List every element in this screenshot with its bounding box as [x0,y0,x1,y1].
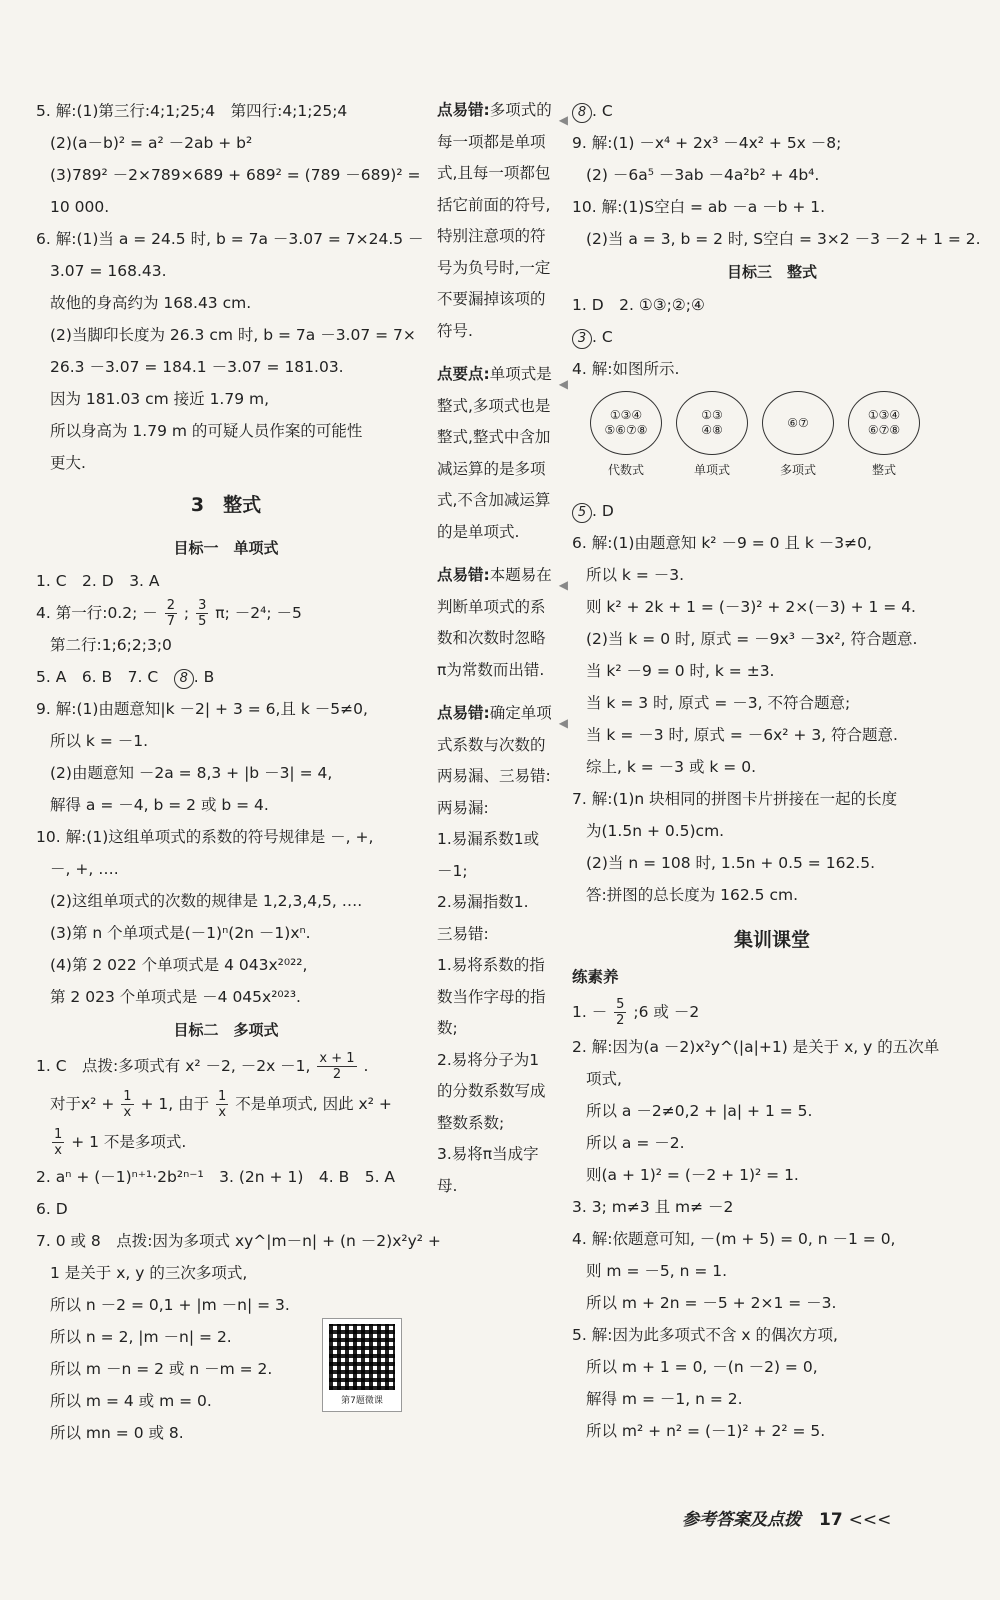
practice-1 [572,993,972,1031]
practice-2-line1: 2. 解:因为(a －2)x²y^(|a|+1) 是关于 x, y 的五次单 [572,1038,940,1056]
goal2-line5: 6. D [36,1200,68,1218]
tip-lead: 点易错: [437,704,490,722]
group-top: ①③④ [867,408,901,422]
tip-line: 三易错: [437,924,489,943]
tip-box [437,698,568,1202]
answer-6-line4: (2)当脚印长度为 26.3 cm 时, b = 7a －3.07 = 7× [50,326,416,344]
qr-code[interactable] [322,1318,402,1412]
goal-1-heading: 目标一 单项式 [173,539,279,557]
group-polynomial [762,391,834,478]
tip-line: 2.易将分子为1的分数系数写成整数系数; [437,1050,546,1132]
arrow-left-icon: ◀ [558,113,568,127]
tip-body: 本题易在判断单项式的系数和次数时忽略π为常数而出错. [437,566,552,679]
group-integral [848,391,920,478]
goal1-line2-post: π; －2⁴; －5 [215,604,302,622]
answer-column-right [572,95,981,1447]
chevron-left-icon: <<< [848,1510,892,1530]
qr-code-pattern [329,1324,395,1390]
tip-line: 1.易漏系数1或－1; [437,830,540,880]
goal2-q7-line7: 所以 mn = 0 或 8. [50,1424,184,1442]
practice-2-line2: 项式, [586,1070,622,1088]
tip-lead: 点易错: [437,101,490,119]
goal1-q10-line1: 10. 解:(1)这组单项式的系数的符号规律是 －, +, [36,828,374,846]
group-monomial [676,391,748,478]
answer-9-line1: 9. 解:(1) －x⁴ + 2x³ －4x² + 5x －8; [572,134,842,152]
group-bottom: ④⑧ [701,423,723,437]
tip-line: 两易漏: [437,798,489,817]
group-oval [762,391,834,455]
practice-2-line5: 则(a + 1)² = (－2 + 1)² = 1. [586,1166,799,1184]
practice-5-line2: 所以 m + 1 = 0, －(n －2) = 0, [586,1358,818,1376]
practice-5-line3: 解得 m = －1, n = 2. [586,1390,743,1408]
answer-8-post: . C [592,102,613,120]
goal2-line1-post: . [363,1057,369,1075]
numerator: 1 [218,1089,227,1104]
answer-6-line6: 当 k = 3 时, 原式 = －3, 不符合题意; [586,694,851,712]
circled-number: 5 [572,503,592,523]
denominator: 2 [332,1067,342,1082]
answer-9-line2: (2) －6a⁵ －3ab －4a²b² + 4b⁴. [586,166,820,184]
goal2-line3-post: + 1 不是多项式. [71,1133,187,1151]
group-top: ⑥⑦ [787,415,809,430]
answer-6-line8: 综上, k = －3 或 k = 0. [586,758,756,776]
answer-6-line5: 26.3 －3.07 = 184.1 －3.07 = 181.03. [50,358,344,376]
tip-line: 3.易将π当成字母. [437,1145,539,1195]
tip-line: 2.易漏指数1. [437,893,529,911]
answer-6-line8: 更大. [50,454,86,472]
goal1-q10-line5: (4)第 2 022 个单项式是 4 043x²⁰²², [50,956,308,974]
page-number: 17 [819,1510,843,1530]
goal1-line2-pre: 4. 第一行:0.2; － [36,604,158,622]
numerator: 1 [54,1127,63,1142]
tip-box [437,95,568,347]
practice-2-line4: 所以 a = －2. [586,1134,685,1152]
goal1-q9-line2: 所以 k = －1. [50,732,149,750]
tip-body: 多项式的每一项都是单项式,且每一项都包括它前面的符号,特别注意项的符号为负号时,一定不要漏掉该项的符号. [437,101,552,340]
goal1-q10-line4: (3)第 n 个单项式是(－1)ⁿ(2n －1)xⁿ. [50,924,311,942]
tip-line: 1.易将系数的指数当作字母的指数; [437,956,546,1037]
goal2-line1-pre: 1. C 点拨:多项式有 x² －2, －2x －1, [36,1057,311,1075]
denominator: x [218,1105,227,1120]
answer-column-left [36,95,441,1449]
practice-subheading: 练素养 [572,968,619,986]
tip-body: 单项式是整式,多项式也是整式,整式中含加减运算的是多项式,不含加减运算的是单项式. [437,365,552,541]
fraction [614,997,626,1028]
goal1-q10-line6: 第 2 023 个单项式是 －4 045x²⁰²³. [50,988,301,1006]
goal2-q7-line5: 所以 m －n = 2 或 n －m = 2. [50,1360,273,1378]
goal1-q9-line1: 9. 解:(1)由题意知|k －2| + 3 = 6,且 k －5≠0, [36,700,368,718]
numerator: 1 [123,1089,132,1104]
denominator: x [123,1105,132,1120]
group-label: 代数式 [607,463,644,477]
footer-title: 参考答案及点拨 [682,1510,801,1530]
answer-5-line4: 10 000. [50,198,110,216]
group-top: ①③④ [609,408,643,422]
goal2-q7-line1: 7. 0 或 8 点拨:因为多项式 xy^|m－n| + (n －2)x²y² + [36,1232,441,1250]
group-bottom: ⑥⑦⑧ [867,423,901,437]
tip-box [437,359,568,548]
fraction [317,1051,356,1082]
qr-label: 第7题微课 [341,1396,383,1406]
fraction [196,598,208,629]
group-label: 整式 [871,463,896,477]
answer-6-line5: 当 k² －9 = 0 时, k = ±3. [586,662,775,680]
goal3-line1: 1. D 2. ①③;②;④ [572,296,705,314]
arrow-left-icon: ◀ [558,716,568,730]
circled-number: 3 [572,329,592,349]
answer-6-line2: 3.07 = 168.43. [50,262,167,280]
tip-lead: 点易错: [437,566,490,584]
goal-3-heading: 目标三 整式 [726,263,817,281]
answer-7-line4: 答:拼图的总长度为 162.5 cm. [586,886,798,904]
group-bottom: ⑤⑥⑦⑧ [604,423,648,437]
group-top: ①③ [701,408,723,422]
group-oval [676,391,748,455]
practice-1-pre: 1. － [572,1003,608,1021]
answer-6-line3: 则 k² + 2k + 1 = (－3)² + 2×(－3) + 1 = 4. [586,598,916,616]
practice-4-line2: 则 m = －5, n = 1. [586,1262,728,1280]
goal3-line2 [572,321,972,353]
numerator: 5 [616,997,625,1012]
answer-7-line2: 为(1.5n + 0.5)cm. [586,822,725,840]
goal3-line4-post: . D [592,502,614,520]
goal1-line3: 第二行:1;6;2;3;0 [50,636,172,654]
numerator: 2 [166,598,175,613]
goal1-q9-line3: (2)由题意知 －2a = 8,3 + |b －3| = 4, [50,764,333,782]
goal2-q7-line2: 1 是关于 x, y 的三次多项式, [50,1264,248,1282]
answer-6-line3: 故他的身高约为 168.43 cm. [50,294,252,312]
denominator: 5 [198,614,207,629]
practice-5-line4: 所以 m² + n² = (－1)² + 2² = 5. [586,1422,826,1440]
answer-6-line6: 因为 181.03 cm 接近 1.79 m, [50,390,270,408]
practice-1-post: ;6 或 －2 [633,1003,700,1021]
tip-lead: 点要点: [437,365,490,383]
answer-10-line1: 10. 解:(1)S空白 = ab －a －b + 1. [572,198,826,216]
denominator: 7 [166,614,175,629]
goal2-line3 [36,1123,416,1161]
tips-column [437,95,568,1214]
answer-6-line7: 所以身高为 1.79 m 的可疑人员作案的可能性 [50,422,363,440]
answer-6-line7: 当 k = －3 时, 原式 = －6x² + 3, 符合题意. [586,726,898,744]
answer-6-line2: 所以 k = －3. [586,566,685,584]
goal2-line2-mid: + 1, 由于 [140,1095,210,1113]
goal1-line1: 1. C 2. D 3. A [36,572,160,590]
goal1-line4-pre: 5. A 6. B 7. C [36,668,174,686]
goal2-q7-line3: 所以 n －2 = 0,1 + |m －n| = 3. [50,1296,290,1314]
separator: ; [183,604,190,622]
goal2-line2-post: 不是单项式, 因此 x² + [235,1095,392,1113]
answer-7-line3: (2)当 n = 108 时, 1.5n + 0.5 = 162.5. [586,854,876,872]
denominator: 2 [616,1013,625,1028]
practice-4-line1: 4. 解:依题意可知, －(m + 5) = 0, n －1 = 0, [572,1230,896,1248]
fraction [165,598,177,629]
goal-2-heading: 目标二 多项式 [173,1021,279,1039]
answer-8-line [572,95,972,127]
goal1-q9-line4: 解得 a = －4, b = 2 或 b = 4. [50,796,269,814]
goal2-q7-line6: 所以 m = 4 或 m = 0. [50,1392,212,1410]
answer-5-line2: (2)(a－b)² = a² －2ab + b² [50,134,253,152]
page-footer [682,1505,891,1530]
practice-3: 3. 3; m≠3 且 m≠ －2 [572,1198,734,1216]
goal1-q10-line2: －, +, …. [50,860,119,878]
group-oval [848,391,920,455]
fraction [216,1089,228,1120]
fraction [52,1127,64,1158]
answer-6-line1: 6. 解:(1)由题意知 k² －9 = 0 且 k －3≠0, [572,534,872,552]
tip-box [437,560,568,686]
practice-2-line3: 所以 a －2≠0,2 + |a| + 1 = 5. [586,1102,813,1120]
goal1-line4-post: . B [193,668,215,686]
goal1-q10-line3: (2)这组单项式的次数的规律是 1,2,3,4,5, …. [50,892,363,910]
goal1-line4 [36,661,416,693]
group-oval [590,391,662,455]
goal3-line3: 4. 解:如图所示. [572,360,680,378]
arrow-left-icon: ◀ [558,578,568,592]
goal1-line2 [36,597,416,629]
goal2-line1 [36,1047,416,1085]
goal2-line2 [36,1085,416,1123]
circled-number: 8 [572,103,592,123]
arrow-left-icon: ◀ [558,377,568,391]
numerator: 3 [198,598,207,613]
denominator: x [54,1143,62,1158]
circled-number: 8 [174,669,194,689]
fraction [121,1089,133,1120]
goal2-line2-pre: 对于x² + [50,1095,115,1113]
goal2-line4: 2. aⁿ + (－1)ⁿ⁺¹·2b²ⁿ⁻¹ 3. (2n + 1) 4. B 5. A [36,1168,396,1186]
answer-10-line2: (2)当 a = 3, b = 2 时, S空白 = 3×2 －3 －2 + 1 = 2. [586,230,981,248]
goal2-q7-line4: 所以 n = 2, |m －n| = 2. [50,1328,232,1346]
practice-5-line1: 5. 解:因为此多项式不含 x 的偶次方项, [572,1326,838,1344]
training-heading: 集训课堂 [733,929,810,951]
practice-4-line3: 所以 m + 2n = －5 + 2×1 = －3. [586,1294,837,1312]
tip-body: 确定单项式系数与次数的两易漏、三易错: [437,704,552,785]
answer-5-line3: (3)789² －2×789×689 + 689² = (789 －689)² = [50,166,421,184]
group-label: 多项式 [779,463,816,477]
goal3-line2-post: . C [592,328,613,346]
section-title: 3 整式 [190,494,262,516]
classification-diagram [572,391,972,491]
group-label: 单项式 [693,463,730,477]
answer-6-line4: (2)当 k = 0 时, 原式 = －9x³ －3x², 符合题意. [586,630,918,648]
goal3-line4 [572,495,972,527]
answer-7-line1: 7. 解:(1)n 块相同的拼图卡片拼接在一起的长度 [572,790,898,808]
answer-6-line1: 6. 解:(1)当 a = 24.5 时, b = 7a －3.07 = 7×24.5 － [36,230,424,248]
group-algebraic [590,391,662,478]
answer-5-line1: 5. 解:(1)第三行:4;1;25;4 第四行:4;1;25;4 [36,102,348,120]
numerator: x + 1 [319,1051,355,1066]
